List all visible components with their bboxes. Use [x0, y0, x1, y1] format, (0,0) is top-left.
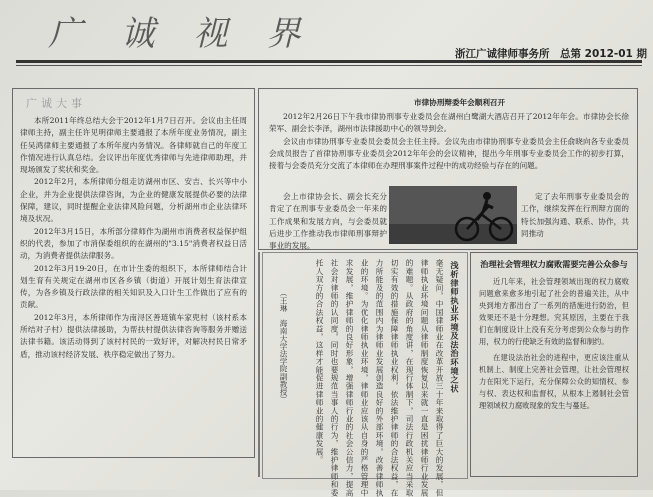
news-paragraph: 2012年3月19-20日，在市计生委的组织下，本所律师结合计划生育有关规定在湖州市区各乡镇（街道）开展计划生育法律宣传，为各乡镇及行政法律的相关知识及入口计生工作做出了应有的贡献。 [20, 263, 247, 310]
news-column [12, 88, 255, 458]
meeting-article [258, 88, 638, 250]
news-paragraph: 2012年3月15日，本所部分律师作为湖州市消费者权益保护组织的代表，参加了市消保委组织的在湖州的"3.15"消费者权益日活动，为消费者提供法律服务。 [20, 226, 247, 261]
news-paragraph: 本所2011年终总结大会于2012年1月7日召开。会议由主任周律师主持，副主任许见明律师主要通报了本所年度业务情况，副主任吴鸿律师主要通报了本所年度内务情况。各律师就自己的年度工作情况进行认真总结。会议评出年度优秀律师与先进律师助理，并现场颁发了奖状和奖金。 [20, 116, 247, 175]
article-paragraph: 会上市律协会长、副会长充分肯定了在刑事专业委员会一年来的工作成果和发展方向，与会委员就后进步工作推动我市律师刑事辩护事业的发展。 [269, 192, 387, 251]
news-paragraph: 2012年2月，本所律师分组走访湖州市区、安吉、长兴等中小企业，并为企业提供法律咨询，为企业的健康发展提供必要的法律保障，建议，同时提醒企业法律风险问题，分析湖州市企业法律环境及状况。 [20, 177, 247, 224]
vertical-line: 托人双方的合法权益，这样才能促进律师业的健康发展。 [315, 259, 324, 464]
article-paragraph: 2012年2月26日下午我市律协刑事专业委员会在湖州白鹭湖大酒店召开了2012年年会。市律协会长徐荣军、副会长李泽，湖州市法律援助中心的领导到会。 [269, 112, 629, 134]
vertical-line: 毫无疑问，中国律师业在改革开放三十年来取得了巨大的发展，但 [435, 259, 444, 497]
governance-article [470, 252, 638, 477]
vertical-line: 力所能及的范围内为律师业发展创造良好的外部环境，改善律师执 [375, 259, 384, 497]
vertical-article-signature: （王琳 海南大学法学院副教授） [279, 289, 288, 403]
masthead-title: 广 诚 视 界 [48, 14, 315, 54]
vertical-line: 切实有效的措施保障律师执业权利，依法维护律师的合法权益，在 [390, 259, 399, 497]
article-paragraph: 在建设法治社会的进程中，更应该注重从机制上、制度上完善社会管理，让社会管理权力在阳光下运行，充分保障公众的知情权、参与权、表达权和监督权，从根本上遏制社会管理领域权力腐败现象的发生与蔓延。 [479, 353, 629, 410]
vertical-line: 社会对律师的认同度，同时也要规范当事人的行为，维护律师和委 [330, 259, 339, 497]
masthead-rule [16, 60, 642, 63]
vertical-line: 律师执业环境问题从律师制度恢复以来就一直是困扰律师行业发展 [420, 259, 429, 497]
vertical-line: 业的环境。为优化律师执业环境，律师业应该从自身的严格管理中 [360, 259, 369, 497]
article-title: 市律协刑辩委年会顺利召开 [414, 98, 506, 107]
news-paragraph: 2012年3月，本所律师作为南浔区善琏镇车家兜村（该村系本所结对子村）提供法律援助，为帮扶村提供法律咨询等服务并赠送法律书籍。该活动得到了该村村民的一致好评，对解决村民日常矛盾，推动该村经济发展、秩序稳定做出了努力。 [20, 312, 247, 359]
vertical-article [262, 252, 468, 497]
cyclist-photo [389, 186, 517, 244]
cyclist-silhouette-icon [389, 186, 517, 244]
vertical-article-title: 浅析律师执业环境及法治环境之状 [450, 261, 460, 393]
vertical-line: 求发展，维护律师的良好形象，增强律师行业的社会公信力，提高 [345, 259, 354, 497]
article-body [269, 111, 629, 172]
vertical-line: 的难题。从政府的角度讲，在现行体制下，司法行政机关应当采取 [405, 259, 414, 497]
article-title: 治理社会管理权力腐败需要完善公众参与 [480, 259, 628, 269]
column-heading: 广诚大事 [26, 97, 86, 110]
firm-name: 浙江广诚律师事务所 [455, 48, 550, 60]
article-paragraph: 定了去年刑事专业委员会的工作，继续发挥在行刑辩方面的特长加强沟通、联系、协作，共同推动 [521, 192, 629, 238]
issue-number: 总第 2012-01 期 [560, 48, 648, 60]
masthead-rule-thin [16, 65, 642, 66]
article-paragraph: 近几年来，社会管理领域出现的权力腐败问题愈来愈多地引起了社会的普遍关注，从中央到地方都出台了一系列的措施进行防治，但效果还不是十分理想。究其原因，主要在于我们在制度设计上没有充分考虑到公众参与的作用，权力的行使缺乏有效的监督和制约。 [479, 277, 629, 346]
article-paragraph: 会议由市律协刑事专业委员会委员会主任主持。会议先由市律协刑事专业委员会主任俞晓向各专业委员会成员报告了首律协刑事专业委员会2012年年会的会议精神，提出今年刑事专业委员会工作的初步打算，接着与会委员充分交流了本律师在办理刑事案件过程中的成功经验与存在的问题。 [269, 136, 629, 171]
column-divider [258, 252, 260, 477]
